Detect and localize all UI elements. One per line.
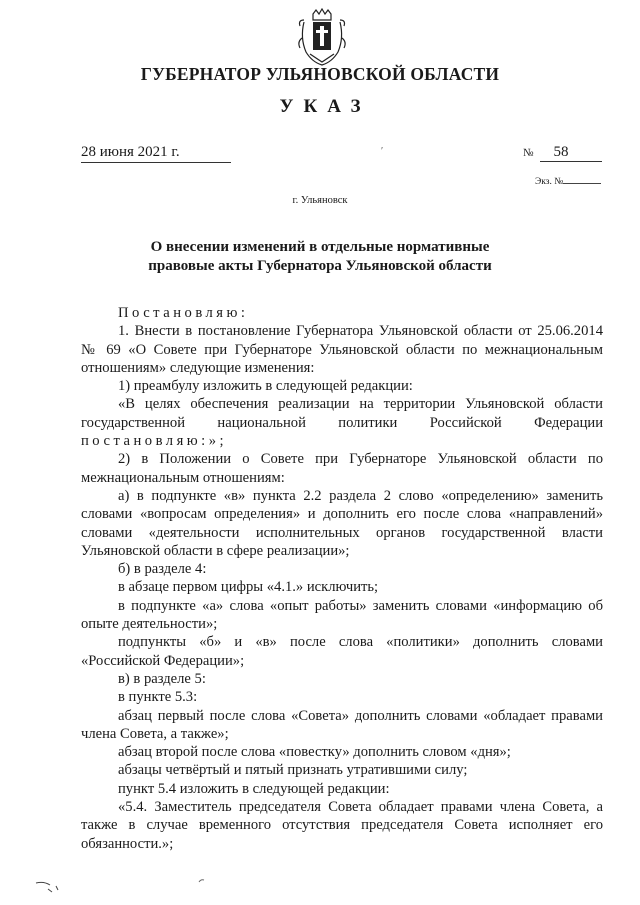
pen-mark: ʹ xyxy=(381,146,384,157)
copy-blank-line xyxy=(563,175,601,184)
paragraph: в подпункте «а» слова «опыт работы» заменить словами «информацию об опыте деятельности»; xyxy=(81,597,603,633)
subject-line: О внесении изменений в отдельные нормативные xyxy=(150,239,490,255)
paragraph: 1) преамбулу изложить в следующей редакции: xyxy=(118,378,413,395)
paragraph: 2) в Положении о Совете при Губернаторе Ульяновской области по межнациональным отношениям: xyxy=(81,451,603,486)
subject-line: правовые акты Губернатора Ульяновской области xyxy=(148,258,492,274)
scan-mark-icon xyxy=(34,880,64,894)
number-value: 58 xyxy=(540,144,602,162)
document-type: УКАЗ xyxy=(279,96,371,117)
paragraph: б) в разделе 4: xyxy=(118,561,207,578)
document-date: 28 июня 2021 г. xyxy=(81,144,231,163)
paragraph: в пункте 5.3: xyxy=(118,689,198,706)
document-body xyxy=(81,304,603,853)
paragraph: абзац первый после слова «Совета» дополнить словами «обладает правами члена Совета, а также»; xyxy=(81,707,603,742)
paragraph: в абзаце первом цифры «4.1.» исключить; xyxy=(118,579,379,596)
document-number xyxy=(523,144,602,162)
copy-label: Экз. № xyxy=(535,177,564,187)
paragraph: Постановляю: xyxy=(118,305,249,321)
city: г. Ульяновск xyxy=(292,195,348,206)
paragraph: 1. Внести в постановление Губернатора Ульяновской области от 25.06.2014 № 69 «О Совете при Губернаторе Ульяновской области по межнациональным отношениям» следующие изменения: xyxy=(81,323,603,376)
scan-dot-icon xyxy=(198,878,206,884)
paragraph: постановляю:»; xyxy=(81,433,228,450)
number-label: № xyxy=(523,147,534,159)
paragraph: подпункты «б» и «в» после слова «политики» дополнить словами «Российской Федерации»; xyxy=(81,634,603,669)
paragraph: пункт 5.4 изложить в следующей редакции: xyxy=(118,780,390,797)
copy-number xyxy=(535,175,601,187)
paragraph: абзац второй после слова «повестку» дополнить словом «дня»; xyxy=(118,744,511,761)
coat-of-arms-icon xyxy=(296,8,348,68)
paragraph: «В целях обеспечения реализации на территории Ульяновской области государственной национальной политики Российской Федерации xyxy=(81,396,603,431)
authority-title: ГУБЕРНАТОР УЛЬЯНОВСКОЙ ОБЛАСТИ xyxy=(140,64,500,84)
paragraph: абзацы четвёртый и пятый признать утратившими силу; xyxy=(118,762,468,779)
paragraph: «5.4. Заместитель председателя Совета обладает правами члена Совета, а также в случае временного отсутствия председателя Совета исполняет его обязанности.»; xyxy=(81,799,603,852)
document-subject xyxy=(120,238,520,276)
paragraph: а) в подпункте «в» пункта 2.2 раздела 2 слово «определению» заменить словами «вопросам определения» и дополнить его после слова «направлений» словами «деятельности исполнительных органов государственной власти Ульяновской области в сфере реализации»; xyxy=(81,487,603,559)
paragraph: в) в разделе 5: xyxy=(118,670,206,687)
